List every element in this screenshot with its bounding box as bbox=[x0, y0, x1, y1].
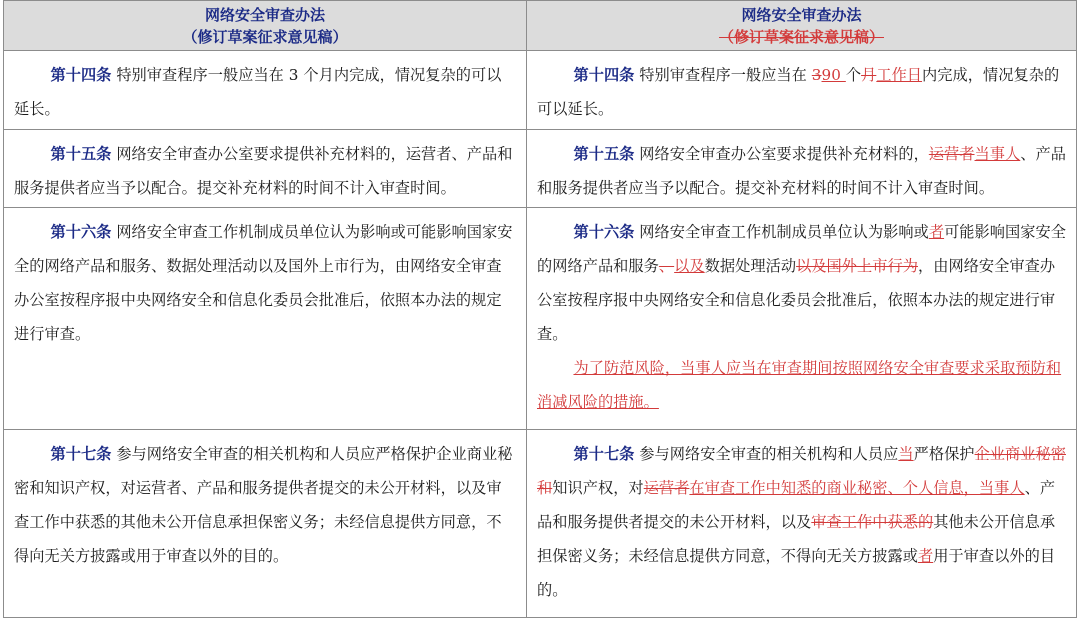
inserted-text: 当 bbox=[898, 445, 914, 463]
right-column-header bbox=[527, 1, 1076, 51]
article-number: 第十六条 bbox=[50, 223, 112, 241]
plain-text: 网络安全审查工作机制成员单位认为影响或 bbox=[634, 223, 929, 241]
article-number: 第十七条 bbox=[573, 445, 635, 463]
article-number: 第十六条 bbox=[573, 223, 635, 241]
inserted-paragraph bbox=[537, 351, 1066, 419]
deleted-text: 审查工作中获悉的 bbox=[811, 513, 934, 531]
deleted-text: 3 bbox=[811, 66, 822, 84]
article-number: 第十五条 bbox=[50, 145, 112, 163]
revised-paragraph bbox=[537, 437, 1066, 607]
inserted-text: 90 bbox=[821, 66, 846, 84]
plain-text: 特别审查程序一般应当在 bbox=[634, 66, 812, 84]
left-header-title: 网络安全审查办法 bbox=[204, 6, 325, 24]
plain-text: 用于审查以外的目的。 bbox=[537, 547, 1056, 599]
plain-text: 严格保护 bbox=[913, 445, 975, 463]
inserted-text: 在审查工作中知悉的商业秘密、个人信息，当事人 bbox=[689, 479, 1025, 497]
left-cell-article-17 bbox=[4, 430, 527, 617]
plain-text: 其他未公开信息承担保密义务；未经信息提供方同意，不得向无关方披露或 bbox=[537, 513, 1056, 565]
revised-paragraph bbox=[537, 215, 1066, 351]
inserted-text: 为了防范风险，当事人应当在审查期间按照网络安全审查要求采取预防和消减风险的措施。 bbox=[537, 359, 1062, 411]
inserted-text: 工作日 bbox=[876, 66, 923, 84]
article-number: 第十四条 bbox=[50, 66, 112, 84]
article-paragraph bbox=[14, 58, 516, 126]
plain-text: ，由网络安全审查办公室按程序报中央网络安全和信息化委员会批准后，依照本办法的规定进行审查。 bbox=[537, 257, 1056, 343]
plain-text: 、产品和服务提供者应当予以配合。提交补充材料的时间不计入审查时间。 bbox=[537, 145, 1066, 197]
right-cell-article-16 bbox=[527, 208, 1076, 430]
plain-text: 、产品和服务提供者提交的未公开材料，以及 bbox=[537, 479, 1056, 531]
article-number: 第十五条 bbox=[573, 145, 635, 163]
deleted-text: 以及国外上市行为 bbox=[796, 257, 918, 275]
left-header-subtitle: （修订草案征求意见稿） bbox=[182, 28, 348, 46]
right-cell-article-14 bbox=[527, 51, 1076, 130]
comparison-table bbox=[3, 0, 1077, 618]
deleted-text: 月 bbox=[861, 66, 877, 84]
plain-text: 个 bbox=[845, 66, 862, 84]
right-header-title: 网络安全审查办法 bbox=[741, 6, 862, 24]
plain-text: 知识产权，对 bbox=[552, 479, 644, 497]
left-cell-article-16 bbox=[4, 208, 527, 430]
revised-paragraph bbox=[537, 137, 1066, 205]
inserted-text: 者 bbox=[928, 223, 945, 241]
inserted-text: 者 bbox=[917, 547, 934, 565]
article-number: 第十四条 bbox=[573, 66, 635, 84]
left-column-header bbox=[4, 1, 527, 51]
plain-text: 网络安全审查办公室要求提供补充材料的， bbox=[634, 145, 929, 163]
revised-paragraph bbox=[537, 58, 1066, 126]
deleted-text: 运营者 bbox=[643, 479, 690, 497]
right-header-subtitle-deleted: （修订草案征求意见稿） bbox=[718, 28, 884, 46]
article-number: 第十七条 bbox=[50, 445, 112, 463]
plain-text: 数据处理活动 bbox=[704, 257, 797, 275]
deleted-text: 、 bbox=[658, 257, 675, 275]
article-text: 参与网络安全审查的相关机构和人员应严格保护企业商业秘密和知识产权，对运营者、产品和服务提供者提交的未公开材料，以及审查工作中获悉的其他未公开信息承担保密义务；未经信息提供方同意，不得向无关方披露或用于审查以外的目的。 bbox=[14, 445, 513, 565]
article-paragraph bbox=[14, 137, 516, 205]
article-text: 特别审查程序一般应当在 3 个月内完成，情况复杂的可以延长。 bbox=[14, 66, 502, 118]
article-paragraph bbox=[14, 215, 516, 351]
right-cell-article-17 bbox=[527, 430, 1076, 617]
inserted-text: 以及 bbox=[674, 257, 705, 275]
left-cell-article-15 bbox=[4, 130, 527, 208]
plain-text: 参与网络安全审查的相关机构和人员应 bbox=[634, 445, 899, 463]
inserted-text: 当事人 bbox=[974, 145, 1021, 163]
plain-text: 内完成，情况复杂的可以延长。 bbox=[537, 66, 1060, 118]
right-cell-article-15 bbox=[527, 130, 1076, 208]
left-cell-article-14 bbox=[4, 51, 527, 130]
article-text: 网络安全审查办公室要求提供补充材料的，运营者、产品和服务提供者应当予以配合。提交补充材料的时间不计入审查时间。 bbox=[14, 145, 513, 197]
deleted-text: 运营者 bbox=[928, 145, 975, 163]
deleted-text: 企业商业秘密和 bbox=[537, 445, 1066, 497]
plain-text: 可能影响国家安全的网络产品和服务 bbox=[537, 223, 1066, 275]
article-text: 网络安全审查工作机制成员单位认为影响或可能影响国家安全的网络产品和服务、数据处理活动以及国外上市行为，由网络安全审查办公室按程序报中央网络安全和信息化委员会批准后，依照本办法的规定进行审查。 bbox=[14, 223, 513, 343]
article-paragraph bbox=[14, 437, 516, 573]
